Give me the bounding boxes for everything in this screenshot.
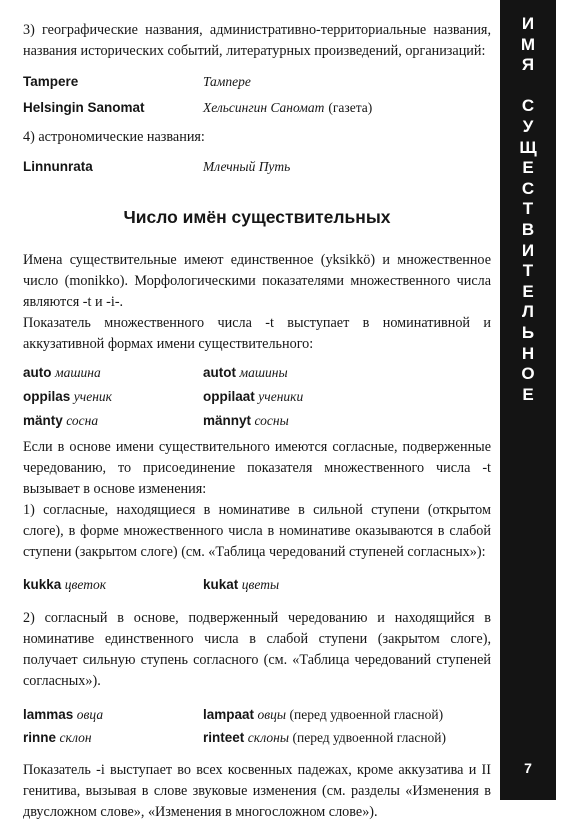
- translation-note: (газета): [328, 100, 373, 115]
- page-number: 7: [524, 760, 532, 776]
- chapter-sidebar: [500, 0, 556, 800]
- finnish-plural: autot: [203, 365, 236, 380]
- finnish-singular: oppilas: [23, 389, 71, 404]
- finnish-word: Helsingin Sanomat: [23, 100, 145, 115]
- chapter-title-letter: Я: [521, 55, 535, 75]
- finnish-plural: rinteet: [203, 730, 245, 745]
- example-rinne: [23, 727, 491, 750]
- russian-translation: Тампере: [203, 74, 251, 89]
- russian-plural: ученики: [258, 389, 304, 404]
- paragraph-geographic-names: 3) географические названия, административно-территориальные названия, названия исторических событий, литературных произведений, организаций:: [23, 22, 491, 59]
- russian-singular: склон: [59, 730, 92, 745]
- russian-plural: склоны: [247, 730, 289, 745]
- paragraph-alternation-rule-1: 1) согласные, находящиеся в номинативе в сильной ступени (открытом слоге), в форме множественного числа в номинативе оказываются в слабой ступени (закрытом слоге) (см. «Таблица чередований ступеней согласных»):: [23, 502, 491, 560]
- finnish-plural: lampaat: [203, 707, 255, 722]
- plural-examples: [23, 361, 491, 433]
- chapter-title-letter: О: [521, 364, 535, 384]
- russian-singular: сосна: [66, 413, 99, 428]
- chapter-title-letter: Ь: [521, 322, 535, 342]
- finnish-plural: männyt: [203, 413, 252, 428]
- finnish-singular: lammas: [23, 707, 74, 722]
- chapter-title-letter: Е: [522, 384, 534, 404]
- example-lammas: [23, 704, 491, 727]
- chapter-title-letter: Т: [522, 199, 534, 219]
- paragraph-plural-t: Показатель множественного числа -t выступает в номинативной и аккузативной формах имени существительного:: [23, 315, 491, 352]
- russian-singular: цветок: [64, 577, 107, 592]
- example-kukka: [23, 575, 491, 596]
- chapter-title-letter: В: [521, 219, 535, 239]
- chapter-title-letter: Н: [521, 343, 535, 363]
- russian-plural: машины: [239, 365, 288, 380]
- paragraph-alternation: Если в основе имени существительного имеются согласные, подверженные чередованию, то присоединение показателя множественного числа -t вызывает в основе изменения:: [23, 439, 491, 497]
- chapter-title-letter: Е: [522, 158, 534, 178]
- chapter-title-letter: И: [521, 240, 535, 260]
- russian-plural: цветы: [241, 577, 280, 592]
- example-tampere: [23, 72, 491, 92]
- finnish-word: Linnunrata: [23, 159, 93, 174]
- finnish-singular: mänty: [23, 413, 63, 428]
- example-helsingin-sanomat: [23, 98, 491, 118]
- chapter-title-letter: И: [521, 14, 535, 33]
- finnish-plural: oppilaat: [203, 389, 255, 404]
- chapter-title-vertical: [500, 14, 556, 405]
- chapter-title-letter: С: [521, 178, 535, 198]
- russian-singular: овца: [76, 707, 104, 722]
- page-content: [23, 20, 491, 823]
- chapter-title-letter: Л: [522, 302, 534, 322]
- paragraph-number: Имена существительные имеют единственное (yksikkö) и множественное число (monikko). Морфологическими показателями множественного числа являются -t и -i-.: [23, 252, 491, 310]
- russian-singular: ученик: [73, 389, 112, 404]
- russian-plural: овцы: [257, 707, 287, 722]
- russian-translation: Хельсингин Саномат: [203, 100, 325, 115]
- chapter-title-letter: М: [520, 34, 536, 54]
- chapter-title-letter: Щ: [519, 137, 537, 157]
- example-linnunrata: [23, 157, 491, 177]
- finnish-plural: kukat: [203, 577, 239, 592]
- plural-example-row: [23, 361, 491, 385]
- russian-translation: Млечный Путь: [203, 159, 291, 174]
- chapter-title-letter: С: [521, 96, 535, 116]
- russian-plural: сосны: [254, 413, 289, 428]
- finnish-singular: kukka: [23, 577, 62, 592]
- chapter-title-letter: Е: [522, 281, 534, 301]
- finnish-singular: auto: [23, 365, 52, 380]
- finnish-singular: rinne: [23, 730, 57, 745]
- chapter-title-letter: Т: [522, 261, 534, 281]
- paragraph-alternation-rule-2: 2) согласный в основе, подверженный чередованию и находящийся в номинативе единственного числа в слабой ступени (закрытом слоге), получает сильную ступень согласного (см. «Таблица чередований ступеней согласных»).: [23, 610, 491, 689]
- paragraph-astronomical-names: 4) астрономические названия:: [23, 129, 205, 145]
- chapter-title-letter: У: [522, 116, 534, 136]
- section-heading: Число имён существительных: [123, 207, 391, 227]
- translation-note: (перед удвоенной гласной): [289, 707, 444, 722]
- translation-note: (перед удвоенной гласной): [292, 730, 447, 745]
- plural-example-row: [23, 385, 491, 409]
- paragraph-plural-i: Показатель -i выступает во всех косвенных падежах, кроме аккузатива и II генитива, вызывая в слове звуковые изменения (см. разделы «Изменения в двусложном слове», «Изменения в многосложном слове»).: [23, 762, 491, 820]
- finnish-word: Tampere: [23, 74, 79, 89]
- plural-example-row: [23, 409, 491, 433]
- russian-singular: машина: [55, 365, 101, 380]
